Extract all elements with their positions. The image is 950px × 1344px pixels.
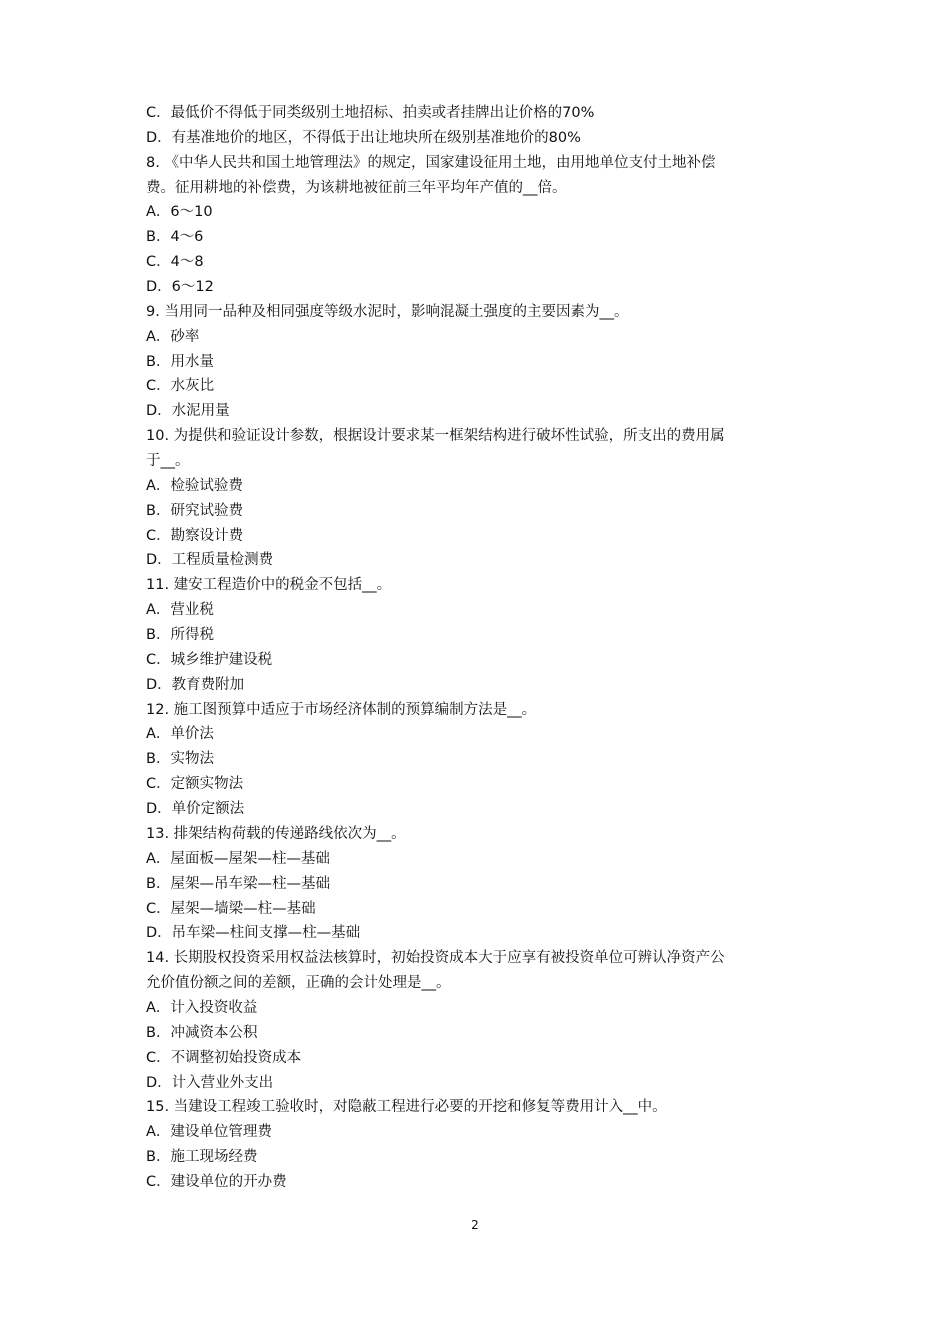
text-line: B．冲减资本公积 bbox=[146, 1024, 258, 1041]
text-line: 12. 施工图预算中适应于市场经济体制的预算编制方法是__。 bbox=[146, 701, 537, 718]
text-line: D．6～12 bbox=[146, 279, 214, 296]
text-line: D．单价定额法 bbox=[146, 801, 245, 818]
text-line: B．用水量 bbox=[146, 353, 214, 370]
text-line: C．最低价不得低于同类级别土地招标、拍卖或者挂牌出让价格的70% bbox=[146, 105, 595, 121]
text-line: B．实物法 bbox=[146, 751, 214, 768]
text-line: 费。征用耕地的补偿费，为该耕地被征前三年平均年产值的__倍。 bbox=[146, 179, 567, 196]
text-line: C．勘察设计费 bbox=[146, 527, 244, 544]
text-line: 8. 《中华人民共和国土地管理法》的规定，国家建设征用土地，由用地单位支付土地补偿 bbox=[146, 154, 716, 171]
text-line: A．营业税 bbox=[146, 602, 214, 619]
text-line: D．吊车梁—柱间支撑—柱—基础 bbox=[146, 925, 361, 942]
text-line: A．计入投资收益 bbox=[146, 999, 258, 1016]
text-line: D．水泥用量 bbox=[146, 403, 230, 420]
text-line: A．6～10 bbox=[146, 204, 213, 221]
text-line: A．建设单位管理费 bbox=[146, 1124, 272, 1141]
text-line: C．城乡维护建设税 bbox=[146, 651, 273, 668]
text-line: 15. 当建设工程竣工验收时，对隐蔽工程进行必要的开挖和修复等费用计入__中。 bbox=[146, 1099, 667, 1116]
text-line: A．检验试验费 bbox=[146, 477, 243, 494]
text-line: B．所得税 bbox=[146, 627, 214, 644]
text-line: D．教育费附加 bbox=[146, 676, 245, 693]
text-line: 于__。 bbox=[146, 453, 190, 470]
page-number: 2 bbox=[471, 1218, 479, 1232]
text-line: C．建设单位的开办费 bbox=[146, 1173, 287, 1190]
text-line: A．屋面板—屋架—柱—基础 bbox=[146, 850, 330, 867]
document-body bbox=[146, 101, 818, 1195]
text-line: 11. 建安工程造价中的税金不包括__。 bbox=[146, 577, 392, 594]
text-line: 9. 当用同一品种及相同强度等级水泥时，影响混凝土强度的主要因素为__。 bbox=[146, 303, 629, 320]
text-line: 允价值份额之间的差额，正确的会计处理是__。 bbox=[146, 975, 451, 992]
text-line: B．屋架—吊车梁—柱—基础 bbox=[146, 875, 330, 892]
text-line: B．研究试验费 bbox=[146, 502, 243, 519]
text-line: C．不调整初始投资成本 bbox=[146, 1049, 302, 1066]
text-line: D．工程质量检测费 bbox=[146, 552, 274, 569]
text-line: C．水灰比 bbox=[146, 378, 215, 395]
text-line: 14. 长期股权投资采用权益法核算时，初始投资成本大于应享有被投资单位可辨认净资产公 bbox=[146, 950, 725, 967]
text-line: 13. 排架结构荷载的传递路线依次为__。 bbox=[146, 825, 406, 842]
text-line: D．有基准地价的地区，不得低于出让地块所在级别基准地价的80% bbox=[146, 129, 581, 146]
text-line: B．施工现场经费 bbox=[146, 1149, 258, 1166]
text-line: D．计入营业外支出 bbox=[146, 1074, 274, 1091]
text-line: A．单价法 bbox=[146, 726, 214, 743]
text-line: A．砂率 bbox=[146, 328, 200, 345]
text-line: C．定额实物法 bbox=[146, 776, 244, 793]
text-line: C．屋架—墙梁—柱—基础 bbox=[146, 900, 316, 917]
text-line: 10. 为提供和验证设计参数，根据设计要求某一框架结构进行破坏性试验，所支出的费用属 bbox=[146, 428, 725, 445]
text-line: B．4～6 bbox=[146, 229, 204, 246]
text-line: C．4～8 bbox=[146, 254, 204, 271]
